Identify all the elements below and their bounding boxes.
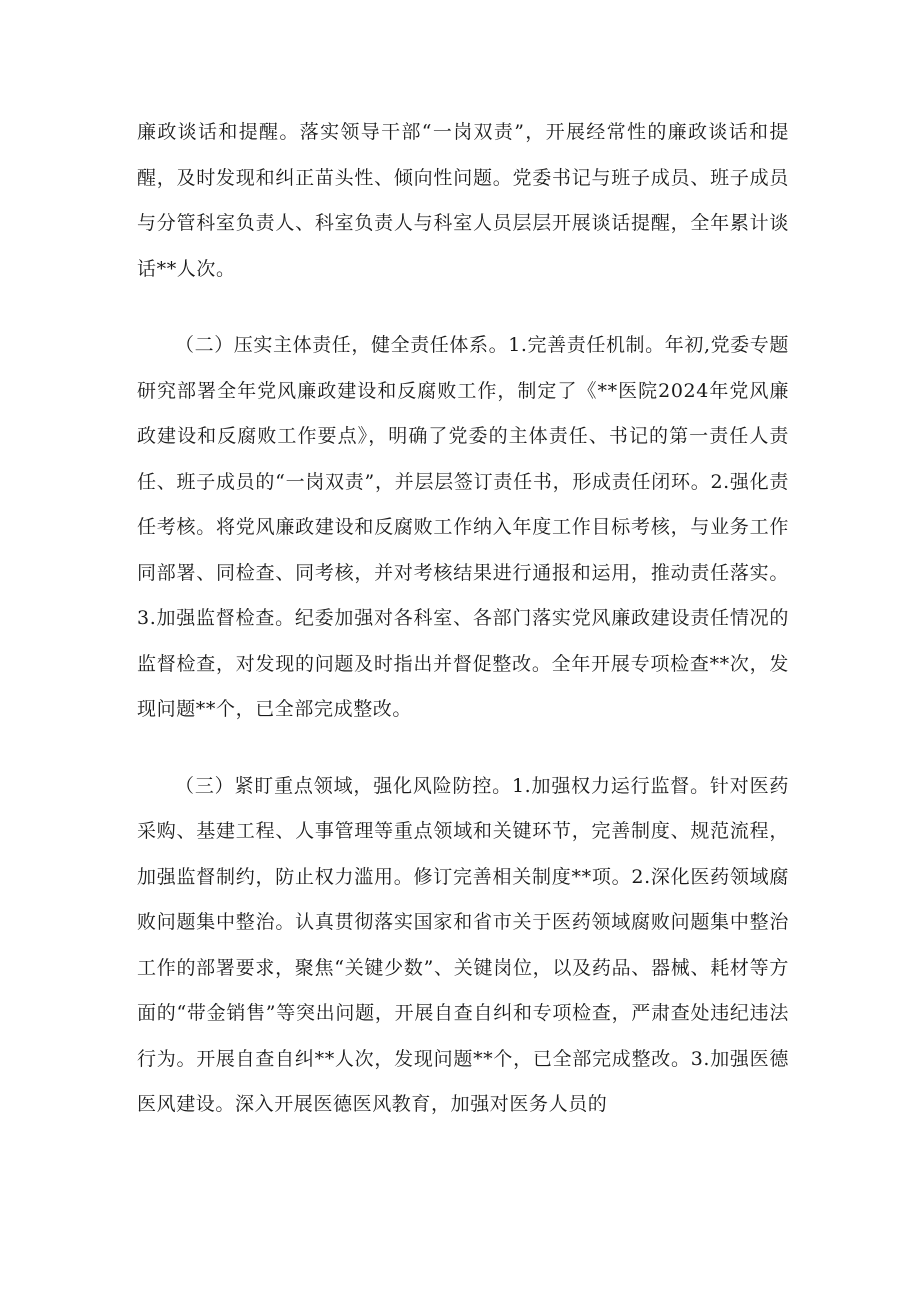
- paragraph-talks-reminders: 廉政谈话和提醒。落实领导干部“一岗双责”，开展经常性的廉政谈话和提醒，及时发现和纠正苗头性、倾向性问题。党委书记与班子成员、班子成员与分管科室负责人、科室负责人与科室人员层层开展谈话提醒，全年累计谈话**人次。: [137, 121, 789, 280]
- paragraph-gap: [137, 733, 789, 764]
- paragraph-main-responsibility: （二）压实主体责任，健全责任体系。1.完善责任机制。年初,党委专题研究部署全年党风廉政建设和反腐败工作，制定了《**医院2024年党风廉政建设和反腐败工作要点》，明确了党委的主体责任、书记的第一责任人责任、班子成员的“一岗双责”，并层层签订责任书，形成责任闭环。2.强化责任考核。将党风廉政建设和反腐败工作纳入年度工作目标考核，与业务工作同部署、同检查、同考核，并对考核结果进行通报和运用，推动责任落实。3.加强监督检查。纪委加强对各科室、各部门落实党风廉政建设责任情况的监督检查，对发现的问题及时指出并督促整改。全年开展专项检查**次，发现问题**个，已全部完成整改。: [137, 334, 789, 720]
- paragraph-key-areas: （三）紧盯重点领域，强化风险防控。1.加强权力运行监督。针对医药采购、基建工程、人事管理等重点领域和关键环节，完善制度、规范流程，加强监督制约，防止权力滥用。修订完善相关制度**项。2.深化医药领域腐败问题集中整治。认真贯彻落实国家和省市关于医药领域腐败问题集中整治工作的部署要求，聚焦“关键少数”、关键岗位，以及药品、器械、耗材等方面的“带金销售”等突出问题，开展自查自纠和专项检查，严肃查处违纪违法行为。开展自查自纠**人次，发现问题**个，已全部完成整改。3.加强医德医风建设。深入开展医德医风教育，加强对医务人员的: [137, 774, 789, 1115]
- paragraph-gap: [137, 292, 789, 323]
- document-body: [137, 110, 789, 1128]
